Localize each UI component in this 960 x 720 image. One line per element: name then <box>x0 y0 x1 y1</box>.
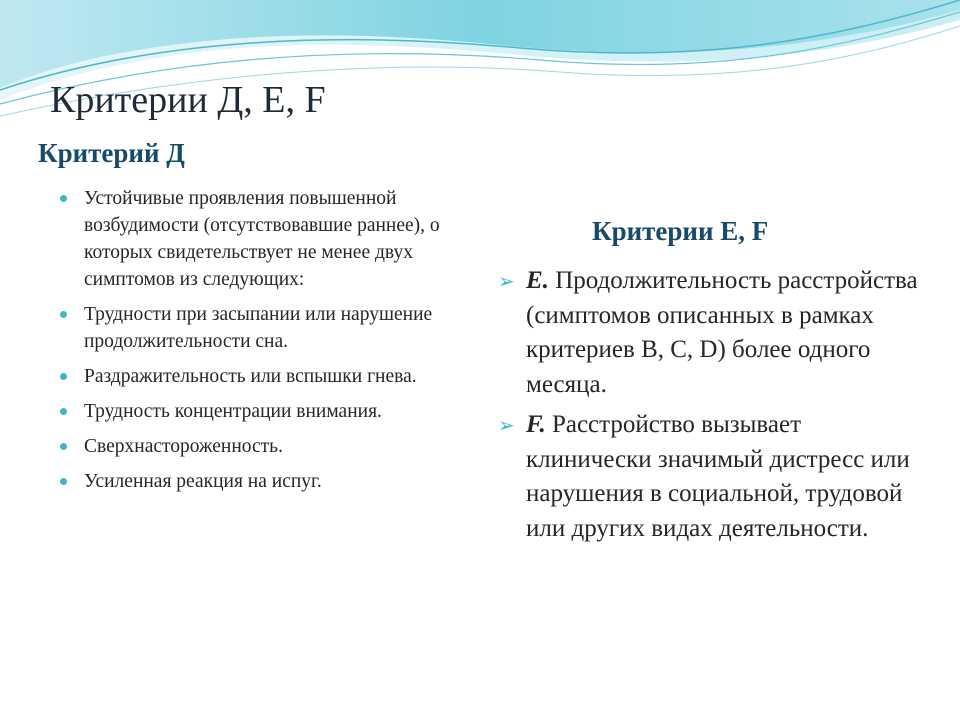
criterion-d-heading: Критерий Д <box>38 138 185 168</box>
list-item <box>58 363 458 390</box>
list-item <box>58 468 458 495</box>
list-item-text: Раздражительность или вспышки гнева. <box>84 366 417 387</box>
dot-bullet-icon <box>60 195 67 202</box>
list-item-text: Трудность концентрации внимания. <box>84 401 382 422</box>
list-item-text: Устойчивые проявления повышенной возбудимости (отсутствовавшие раннее), о которых свидетельствует не менее двух симптомов из следующих: <box>84 188 440 290</box>
list-item <box>498 408 918 546</box>
list-item <box>58 301 458 355</box>
list-item <box>58 398 458 425</box>
slide-title: Критерии Д, E, F <box>50 79 326 121</box>
dot-bullet-icon <box>60 478 67 485</box>
list-item <box>58 433 458 460</box>
list-item-text: Сверхнастороженность. <box>84 436 283 457</box>
dot-bullet-icon <box>60 443 67 450</box>
criterion-letter: F. <box>526 411 546 438</box>
arrow-bullet-icon: ➢ <box>498 269 515 293</box>
list-item-text: Расстройство вызывает клинически значимый дистресс или нарушения в социальной, трудовой или других видах деятельности. <box>526 411 910 542</box>
criteria-ef-heading: Критерии E, F <box>592 216 769 246</box>
list-item-text: Продолжительность расстройства (симптомов описанных в рамках критериев В, С, D) более одного месяца. <box>526 267 918 398</box>
criterion-d-list <box>58 185 458 503</box>
dot-bullet-icon <box>60 408 67 415</box>
criteria-ef-list <box>498 264 918 552</box>
list-item <box>498 264 918 402</box>
dot-bullet-icon <box>60 373 67 380</box>
list-item-text: Усиленная реакция на испуг. <box>84 471 322 492</box>
dot-bullet-icon <box>60 311 67 318</box>
arrow-bullet-icon: ➢ <box>498 413 515 437</box>
criterion-letter: E. <box>526 267 549 294</box>
list-item-text: Трудности при засыпании или нарушение продолжительности сна. <box>84 304 433 352</box>
list-item <box>58 185 458 293</box>
